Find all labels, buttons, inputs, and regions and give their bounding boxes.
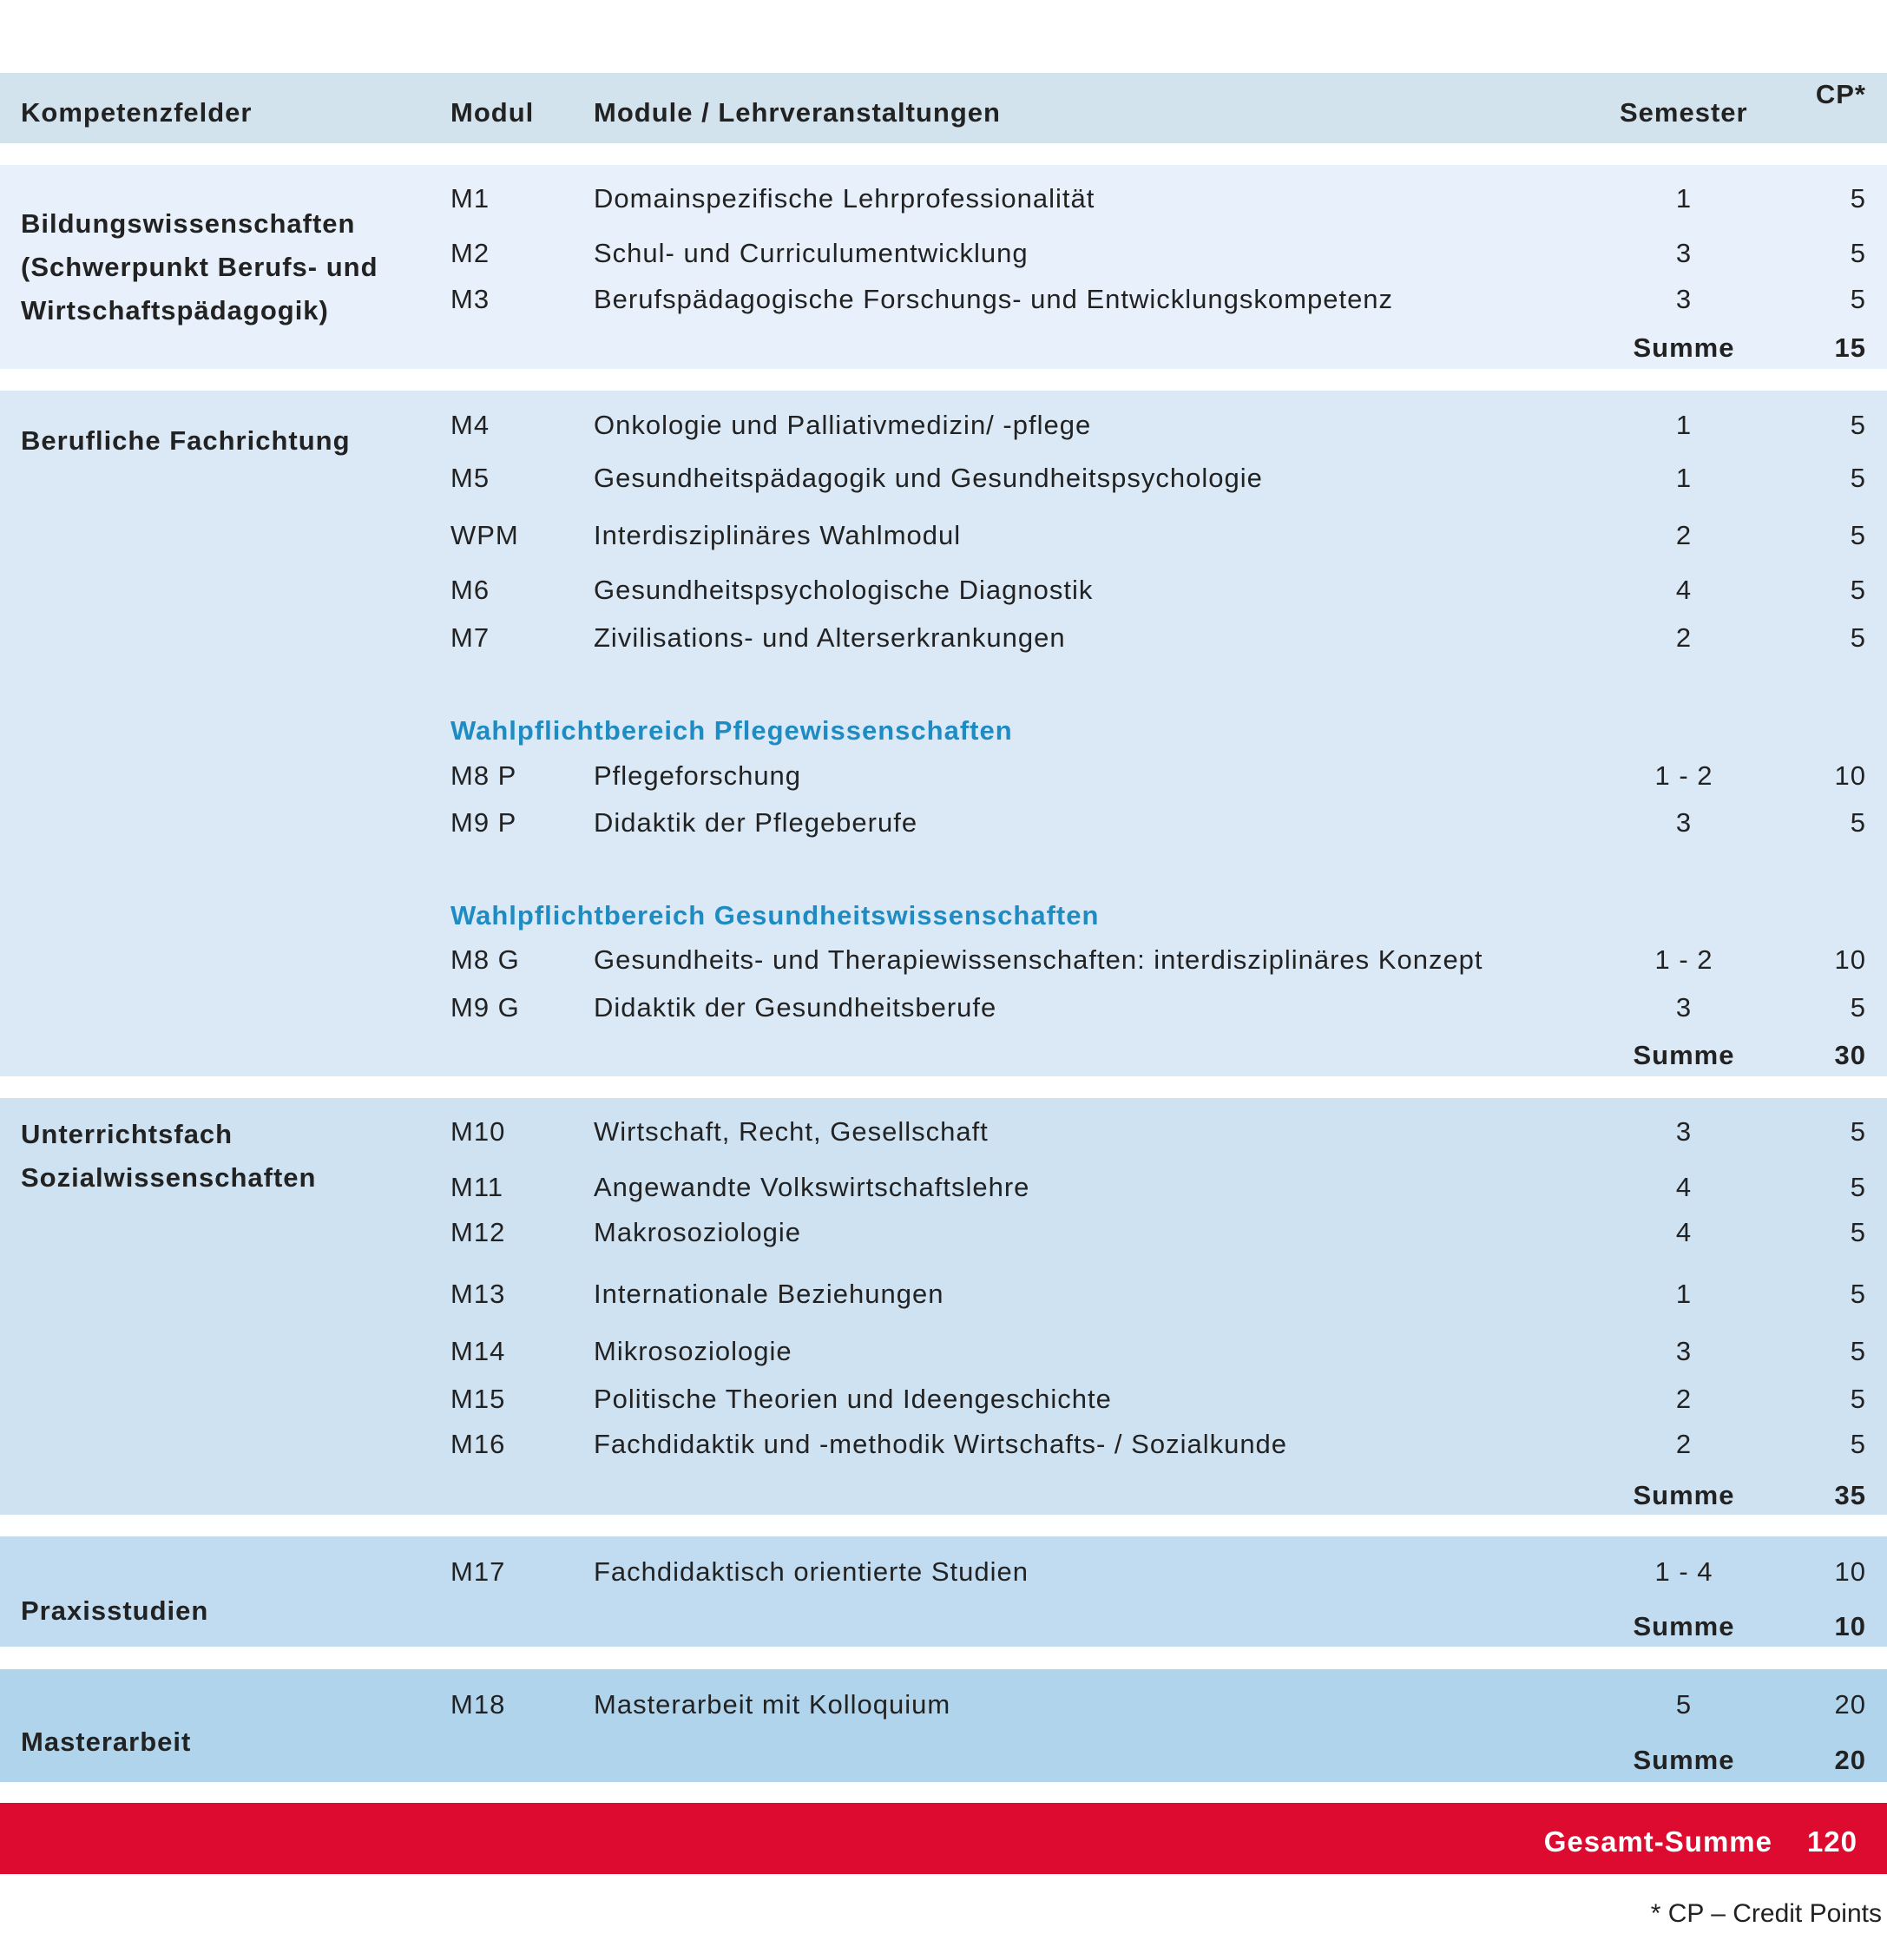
module-name: Pflegeforschung — [594, 760, 802, 791]
module-name: Berufspädagogische Forschungs- und Entwicklungskompetenz — [594, 284, 1394, 314]
semester-value: 2 — [1675, 1429, 1693, 1459]
total-value: 120 — [1806, 1825, 1857, 1858]
modul-code: M5 — [450, 463, 490, 493]
section-title-line: Praxisstudien — [21, 1595, 209, 1626]
module-name: Masterarbeit mit Kolloquium — [594, 1689, 951, 1720]
modul-code: M12 — [450, 1217, 506, 1247]
header-module: Module / Lehrveranstaltungen — [594, 97, 1001, 128]
sum-value: 30 — [1834, 1040, 1866, 1070]
cp-value: 5 — [1850, 410, 1866, 440]
subgroup-title: Wahlpflichtbereich Gesundheitswissenschaften — [450, 900, 1100, 931]
modul-code: M16 — [450, 1429, 506, 1459]
modul-code: M8 G — [450, 944, 520, 975]
modul-code: M17 — [450, 1556, 506, 1587]
section-title-line: Wirtschaftspädagogik) — [21, 295, 329, 326]
semester-value: 4 — [1675, 575, 1693, 605]
cp-value: 5 — [1850, 992, 1866, 1023]
cp-value: 5 — [1850, 1172, 1866, 1202]
modul-code: M2 — [450, 238, 490, 268]
footnote: * CP – Credit Points — [1650, 1899, 1882, 1928]
module-name: Gesundheitspsychologische Diagnostik — [594, 575, 1094, 605]
header-cp: CP* — [1815, 79, 1866, 109]
cp-value: 20 — [1834, 1689, 1866, 1720]
module-name: Wirtschaft, Recht, Gesellschaft — [594, 1116, 989, 1147]
sum-value: 35 — [1834, 1480, 1866, 1510]
cp-value: 5 — [1850, 463, 1866, 493]
section-praxisstudien — [0, 1536, 1887, 1647]
section-title-line: Masterarbeit — [21, 1727, 192, 1757]
semester-value: 1 - 2 — [1654, 760, 1713, 791]
module-name: Didaktik der Pflegeberufe — [594, 807, 918, 838]
sum-value: 15 — [1834, 332, 1866, 363]
header-semester: Semester — [1620, 97, 1748, 128]
module-name: Fachdidaktisch orientierte Studien — [594, 1556, 1029, 1587]
module-name: Angewandte Volkswirtschaftslehre — [594, 1172, 1030, 1202]
sum-label: Summe — [1633, 1611, 1735, 1641]
cp-value: 5 — [1850, 1429, 1866, 1459]
sum-label: Summe — [1633, 332, 1735, 363]
modul-code: M10 — [450, 1116, 506, 1147]
modul-code: M9 G — [450, 992, 520, 1023]
section-title-line: Sozialwissenschaften — [21, 1162, 317, 1193]
module-name: Onkologie und Palliativmedizin/ -pflege — [594, 410, 1092, 440]
cp-value: 5 — [1850, 1217, 1866, 1247]
semester-value: 3 — [1675, 1116, 1693, 1147]
module-name: Zivilisations- und Alterserkrankungen — [594, 622, 1066, 653]
modul-code: M6 — [450, 575, 490, 605]
semester-value: 1 — [1675, 1279, 1693, 1309]
cp-value: 5 — [1850, 575, 1866, 605]
semester-value: 1 — [1675, 463, 1693, 493]
cp-value: 5 — [1850, 1279, 1866, 1309]
semester-value: 1 — [1675, 183, 1693, 214]
cp-value: 5 — [1850, 284, 1866, 314]
semester-value: 3 — [1675, 807, 1693, 838]
semester-value: 5 — [1675, 1689, 1693, 1720]
module-name: Schul- und Curriculumentwicklung — [594, 238, 1029, 268]
semester-value: 1 - 4 — [1654, 1556, 1713, 1587]
module-name: Mikrosoziologie — [594, 1336, 792, 1366]
sum-value: 20 — [1834, 1745, 1866, 1775]
sum-value: 10 — [1834, 1611, 1866, 1641]
semester-value: 1 — [1675, 410, 1693, 440]
sum-label: Summe — [1633, 1040, 1735, 1070]
modul-code: M7 — [450, 622, 490, 653]
modul-code: M1 — [450, 183, 490, 214]
cp-value: 10 — [1834, 944, 1866, 975]
module-name: Makrosoziologie — [594, 1217, 801, 1247]
semester-value: 1 - 2 — [1654, 944, 1713, 975]
module-name: Interdisziplinäres Wahlmodul — [594, 520, 962, 550]
semester-value: 3 — [1675, 992, 1693, 1023]
module-name: Politische Theorien und Ideengeschichte — [594, 1384, 1112, 1414]
modul-code: M3 — [450, 284, 490, 314]
section-masterarbeit — [0, 1669, 1887, 1782]
header-modul: Modul — [450, 97, 535, 128]
cp-value: 10 — [1834, 760, 1866, 791]
modul-code: M13 — [450, 1279, 506, 1309]
sum-label: Summe — [1633, 1480, 1735, 1510]
modul-code: M9 P — [450, 807, 517, 838]
modul-code: WPM — [450, 520, 519, 550]
semester-value: 3 — [1675, 1336, 1693, 1366]
semester-value: 3 — [1675, 238, 1693, 268]
modul-code: M11 — [450, 1172, 504, 1202]
cp-value: 10 — [1834, 1556, 1866, 1587]
section-title-line: Bildungswissenschaften — [21, 208, 356, 239]
semester-value: 3 — [1675, 284, 1693, 314]
modul-code: M4 — [450, 410, 490, 440]
semester-value: 2 — [1675, 520, 1693, 550]
modul-code: M14 — [450, 1336, 506, 1366]
header-kompetenzfelder: Kompetenzfelder — [21, 97, 253, 128]
module-name: Gesundheits- und Therapiewissenschaften: interdisziplinäres Konzept — [594, 944, 1483, 975]
total-label: Gesamt-Summe — [1543, 1825, 1772, 1858]
sum-label: Summe — [1633, 1745, 1735, 1775]
cp-value: 5 — [1850, 1116, 1866, 1147]
cp-value: 5 — [1850, 183, 1866, 214]
section-title-line: Unterrichtsfach — [21, 1119, 233, 1149]
module-name: Didaktik der Gesundheitsberufe — [594, 992, 997, 1023]
semester-value: 4 — [1675, 1172, 1693, 1202]
semester-value: 4 — [1675, 1217, 1693, 1247]
module-name: Fachdidaktik und -methodik Wirtschafts- / Sozialkunde — [594, 1429, 1288, 1459]
module-name: Internationale Beziehungen — [594, 1279, 944, 1309]
cp-value: 5 — [1850, 238, 1866, 268]
modul-code: M15 — [450, 1384, 506, 1414]
module-name: Gesundheitspädagogik und Gesundheitspsychologie — [594, 463, 1263, 493]
section-title-line: (Schwerpunkt Berufs- und — [21, 252, 378, 282]
subgroup-title: Wahlpflichtbereich Pflegewissenschaften — [450, 715, 1013, 746]
cp-value: 5 — [1850, 1336, 1866, 1366]
cp-value: 5 — [1850, 520, 1866, 550]
modul-code: M8 P — [450, 760, 517, 791]
semester-value: 2 — [1675, 1384, 1693, 1414]
modul-code: M18 — [450, 1689, 506, 1720]
cp-value: 5 — [1850, 807, 1866, 838]
section-title-line: Berufliche Fachrichtung — [21, 425, 351, 456]
cp-value: 5 — [1850, 622, 1866, 653]
module-name: Domainspezifische Lehrprofessionalität — [594, 183, 1095, 214]
semester-value: 2 — [1675, 622, 1693, 653]
cp-value: 5 — [1850, 1384, 1866, 1414]
